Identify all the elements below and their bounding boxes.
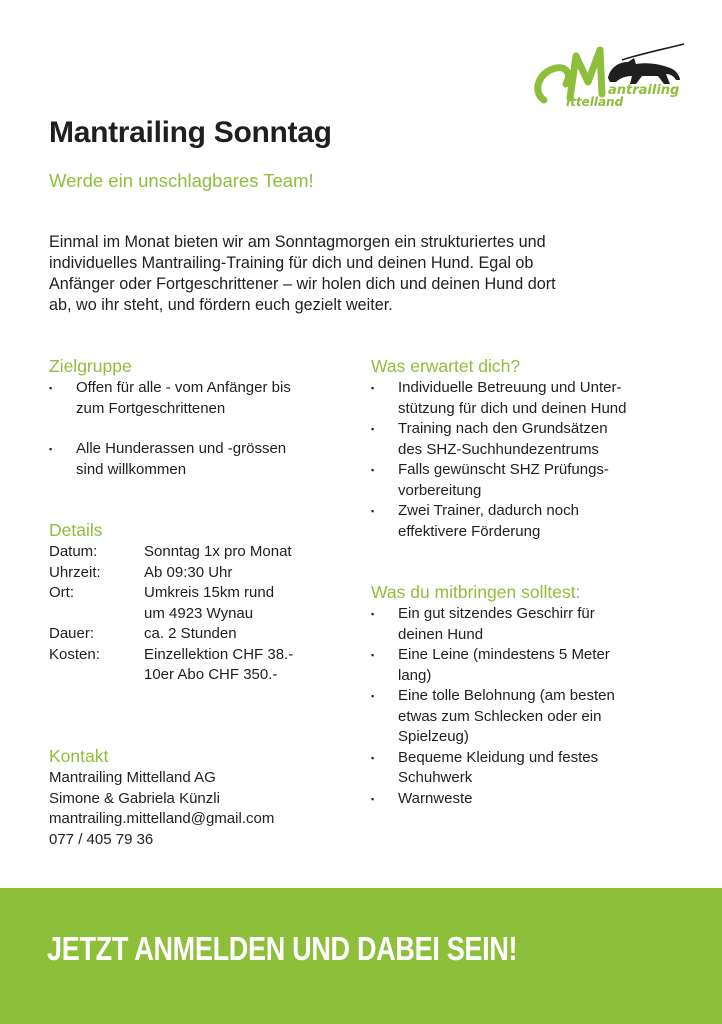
details-value: Umkreis 15km rund um 4923 Wynau (144, 584, 275, 622)
list-item-text: ▪ Alle Hunderassen und -grössen (76, 440, 287, 457)
page-subtitle: Werde ein unschlagbares Team! (49, 170, 314, 191)
list-item-text: ▪ Eine tolle Belohnung (am besten (398, 687, 615, 704)
details-value: Sonntag 1x pro Monat (144, 543, 292, 560)
list-item-text: lang) (398, 666, 432, 684)
details-label: Ort: (49, 584, 74, 601)
footer-banner (0, 888, 722, 1024)
intro-line: Anfänger oder Fortgeschrittener – wir holen dich und deinen Hund dort (49, 275, 556, 293)
intro-line: ab, wo ihr steht, und fördern euch gezielt weiter. (49, 296, 393, 314)
list-item-text: ▪ Individuelle Betreuung und Unter- (398, 379, 622, 396)
list-item-text: sind willkommen (76, 460, 187, 478)
erwartet-heading: Was erwartet dich? (371, 356, 521, 376)
list-item-text: ▪ Training nach den Grundsätzen (398, 420, 608, 437)
intro-paragraph (49, 232, 679, 316)
details-row (49, 563, 334, 584)
details-label: Datum: (49, 543, 98, 560)
list-item-text: ▪ Offen für alle - vom Anfänger bis (76, 379, 291, 396)
details-label: Uhrzeit: (49, 563, 101, 581)
list-item-text: Schuhwerk (398, 769, 473, 786)
details-row (49, 645, 334, 686)
logo-text-main: antrailing (608, 83, 680, 98)
details-table (49, 542, 334, 686)
list-item-text: ▪ Zwei Trainer, dadurch noch (398, 502, 579, 519)
intro-line: Einmal im Monat bieten wir am Sonntagmorgen ein strukturiertes und (49, 233, 546, 251)
details-value: Einzellektion CHF 38.- 10er Abo CHF 350.- (144, 645, 294, 683)
zielgruppe-list (49, 378, 349, 480)
list-item-text: deinen Hund (398, 625, 484, 643)
logo-text-sub: ittelland (566, 95, 624, 109)
dog-icon (530, 38, 690, 112)
details-row (49, 624, 334, 645)
details-value: Ab 09:30 Uhr (144, 563, 233, 581)
list-item (49, 378, 349, 419)
contact-email[interactable]: mantrailing.mittelland@gmail.com (49, 810, 275, 827)
page-title: Mantrailing Sonntag (49, 116, 332, 149)
details-value: ca. 2 Stunden (144, 625, 237, 642)
list-item (49, 439, 349, 480)
details-heading: Details (49, 520, 103, 540)
list-item-text: zum Fortgeschrittenen (76, 399, 226, 417)
list-item (371, 419, 691, 460)
list-item-text: ▪ Eine Leine (mindestens 5 Meter (398, 646, 610, 663)
list-item-text: etwas zum Schlecken oder ein (398, 707, 602, 725)
contact-company: Mantrailing Mittelland AG (49, 769, 216, 786)
list-item (371, 501, 691, 542)
details-row (49, 583, 334, 624)
signup-cta[interactable]: JETZT ANMELDEN UND DABEI SEIN! (47, 930, 518, 967)
list-item-text: vorbereitung (398, 481, 482, 499)
list-item (371, 645, 691, 686)
mitbringen-list (371, 604, 691, 809)
list-item-text: Spielzeug) (398, 728, 469, 745)
list-item-text: ▪ Ein gut sitzendes Geschirr für (398, 605, 595, 622)
list-item (371, 789, 691, 810)
zielgruppe-heading: Zielgruppe (49, 356, 132, 376)
details-row (49, 542, 334, 563)
details-label: Kosten: (49, 645, 100, 663)
erwartet-list (371, 378, 691, 542)
details-label: Dauer: (49, 625, 95, 642)
list-item (371, 748, 691, 789)
list-item-text: des SHZ-Suchhundezentrums (398, 440, 599, 458)
kontakt-heading: Kontakt (49, 746, 109, 766)
list-item-text: ▪ Falls gewünscht SHZ Prüfungs- (398, 461, 609, 478)
list-item (371, 604, 691, 645)
list-item-text: effektivere Förderung (398, 522, 541, 540)
brand-logo (530, 38, 690, 112)
contact-phone[interactable]: 077 / 405 79 36 (49, 830, 154, 848)
list-item (371, 460, 691, 501)
list-item-text: ▪ Bequeme Kleidung und festes (398, 748, 599, 766)
list-item (371, 686, 691, 748)
contact-block (49, 768, 274, 850)
list-item (371, 378, 691, 419)
contact-names: Simone & Gabriela Künzli (49, 789, 220, 807)
intro-line: individuelles Mantrailing-Training für dich und deinen Hund. Egal ob (49, 254, 534, 272)
list-item-text: stützung für dich und deinen Hund (398, 399, 627, 417)
list-item-text: ▪ Warnweste (398, 789, 473, 807)
mitbringen-heading: Was du mitbringen solltest: (371, 582, 581, 602)
